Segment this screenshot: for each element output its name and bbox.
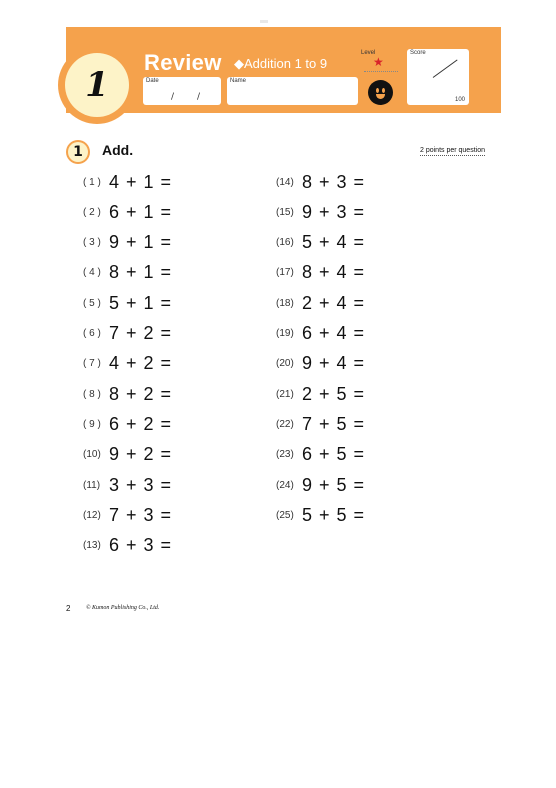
problem-number: (17) — [276, 267, 294, 279]
face-icon — [368, 80, 393, 105]
problem-number: ( 8 ) — [83, 388, 101, 400]
problem-number: (18) — [276, 297, 294, 309]
problem-number: (13) — [83, 540, 101, 552]
page-subtitle: ◆Addition 1 to 9 — [234, 56, 328, 71]
problem-item — [83, 444, 172, 466]
face-eye — [382, 88, 385, 93]
problem-number: (10) — [83, 449, 101, 461]
face-mouth — [376, 94, 385, 99]
problem-expression: 6 + 2 = — [109, 413, 173, 434]
problem-number: (15) — [276, 206, 294, 218]
problem-expression: 8 + 4 = — [302, 262, 366, 283]
problem-item — [83, 262, 172, 284]
problem-expression: 2 + 5 = — [302, 383, 366, 404]
problem-expression: 7 + 3 = — [109, 504, 173, 525]
problem-expression: 6 + 4 = — [302, 323, 366, 343]
level-divider — [364, 71, 398, 72]
problem-item — [83, 504, 172, 526]
problem-item — [276, 323, 365, 345]
problem-item — [83, 201, 172, 223]
section-number-badge — [66, 140, 90, 164]
name-field[interactable] — [227, 77, 358, 105]
score-slash — [433, 59, 458, 77]
problem-item — [83, 232, 172, 254]
problem-number: ( 2 ) — [83, 206, 101, 218]
problem-item — [276, 171, 365, 193]
problem-item — [83, 535, 172, 557]
problem-expression: 6 + 5 = — [302, 444, 366, 465]
problem-number: (19) — [276, 328, 294, 339]
score-max: 100 — [454, 97, 465, 103]
level-label: Level — [361, 50, 376, 56]
score-label: Score — [410, 50, 426, 56]
date-separator: / — [171, 92, 175, 102]
problem-number: (20) — [276, 358, 294, 370]
problem-expression: 6 + 1 = — [109, 201, 173, 222]
date-field[interactable] — [143, 77, 221, 105]
page-mark — [260, 20, 268, 23]
problem-item — [83, 323, 172, 345]
name-label: Name — [230, 78, 247, 84]
unit-number: 1 — [85, 65, 109, 105]
problem-item — [83, 413, 172, 435]
page-title: Review — [144, 50, 222, 75]
problem-number: (14) — [276, 176, 294, 188]
problem-item — [83, 474, 172, 496]
page-number: 2 — [66, 604, 71, 613]
problem-expression: 9 + 5 = — [302, 474, 366, 495]
problem-number: (25) — [276, 509, 294, 521]
problem-expression: 7 + 2 = — [109, 323, 173, 343]
date-label: Date — [146, 78, 159, 84]
problem-expression: 9 + 1 = — [109, 232, 173, 253]
problem-number: (22) — [276, 418, 294, 430]
problem-number: (12) — [83, 509, 101, 521]
section-number: 1 — [68, 142, 88, 162]
problem-expression: 4 + 2 = — [109, 353, 173, 374]
problem-number: ( 1 ) — [83, 176, 101, 188]
problem-number: (21) — [276, 388, 294, 400]
problem-number: ( 4 ) — [83, 267, 101, 279]
problem-number: ( 6 ) — [83, 328, 101, 339]
problem-item — [276, 232, 365, 254]
problem-number: (16) — [276, 237, 294, 249]
problem-expression: 9 + 2 = — [109, 444, 173, 465]
problem-expression: 9 + 3 = — [302, 201, 366, 222]
problem-expression: 5 + 5 = — [302, 504, 366, 525]
problem-item — [276, 262, 365, 284]
problem-number: ( 9 ) — [83, 418, 101, 430]
unit-badge-inner — [65, 53, 129, 117]
problem-item — [276, 201, 365, 223]
problem-expression: 3 + 3 = — [109, 474, 173, 495]
problem-expression: 6 + 3 = — [109, 535, 173, 556]
face-eye — [376, 88, 379, 93]
problem-expression: 8 + 2 = — [109, 383, 173, 404]
problem-expression: 8 + 1 = — [109, 262, 173, 283]
problem-item — [83, 353, 172, 375]
problem-expression: 8 + 3 = — [302, 171, 366, 192]
problem-expression: 5 + 4 = — [302, 232, 366, 253]
problem-expression: 5 + 1 = — [109, 292, 173, 313]
problem-number: (11) — [83, 479, 101, 491]
problem-item — [276, 474, 365, 496]
problem-number: ( 7 ) — [83, 358, 101, 370]
date-separator: / — [197, 92, 201, 102]
problem-item — [276, 292, 365, 314]
problem-item — [276, 383, 365, 405]
problem-item — [83, 171, 172, 193]
problem-number: ( 5 ) — [83, 297, 101, 309]
problem-item — [276, 353, 365, 375]
star-icon: ★ — [373, 55, 384, 69]
points-note: 2 points per question — [420, 147, 485, 154]
copyright: © Kumon Publishing Co., Ltd. — [86, 605, 160, 611]
problem-item — [276, 413, 365, 435]
problem-number: (24) — [276, 479, 294, 491]
unit-badge — [58, 46, 136, 124]
problem-number: ( 3 ) — [83, 237, 101, 249]
problem-expression: 9 + 4 = — [302, 353, 366, 374]
problem-expression: 2 + 4 = — [302, 292, 366, 313]
score-field[interactable] — [407, 49, 469, 105]
problem-expression: 4 + 1 = — [109, 171, 173, 192]
problem-item — [83, 292, 172, 314]
problem-number: (23) — [276, 449, 294, 461]
problem-expression: 7 + 5 = — [302, 413, 366, 434]
problem-item — [83, 383, 172, 405]
problem-item — [276, 504, 365, 526]
section-title: Add. — [102, 142, 134, 158]
problem-item — [276, 444, 365, 466]
